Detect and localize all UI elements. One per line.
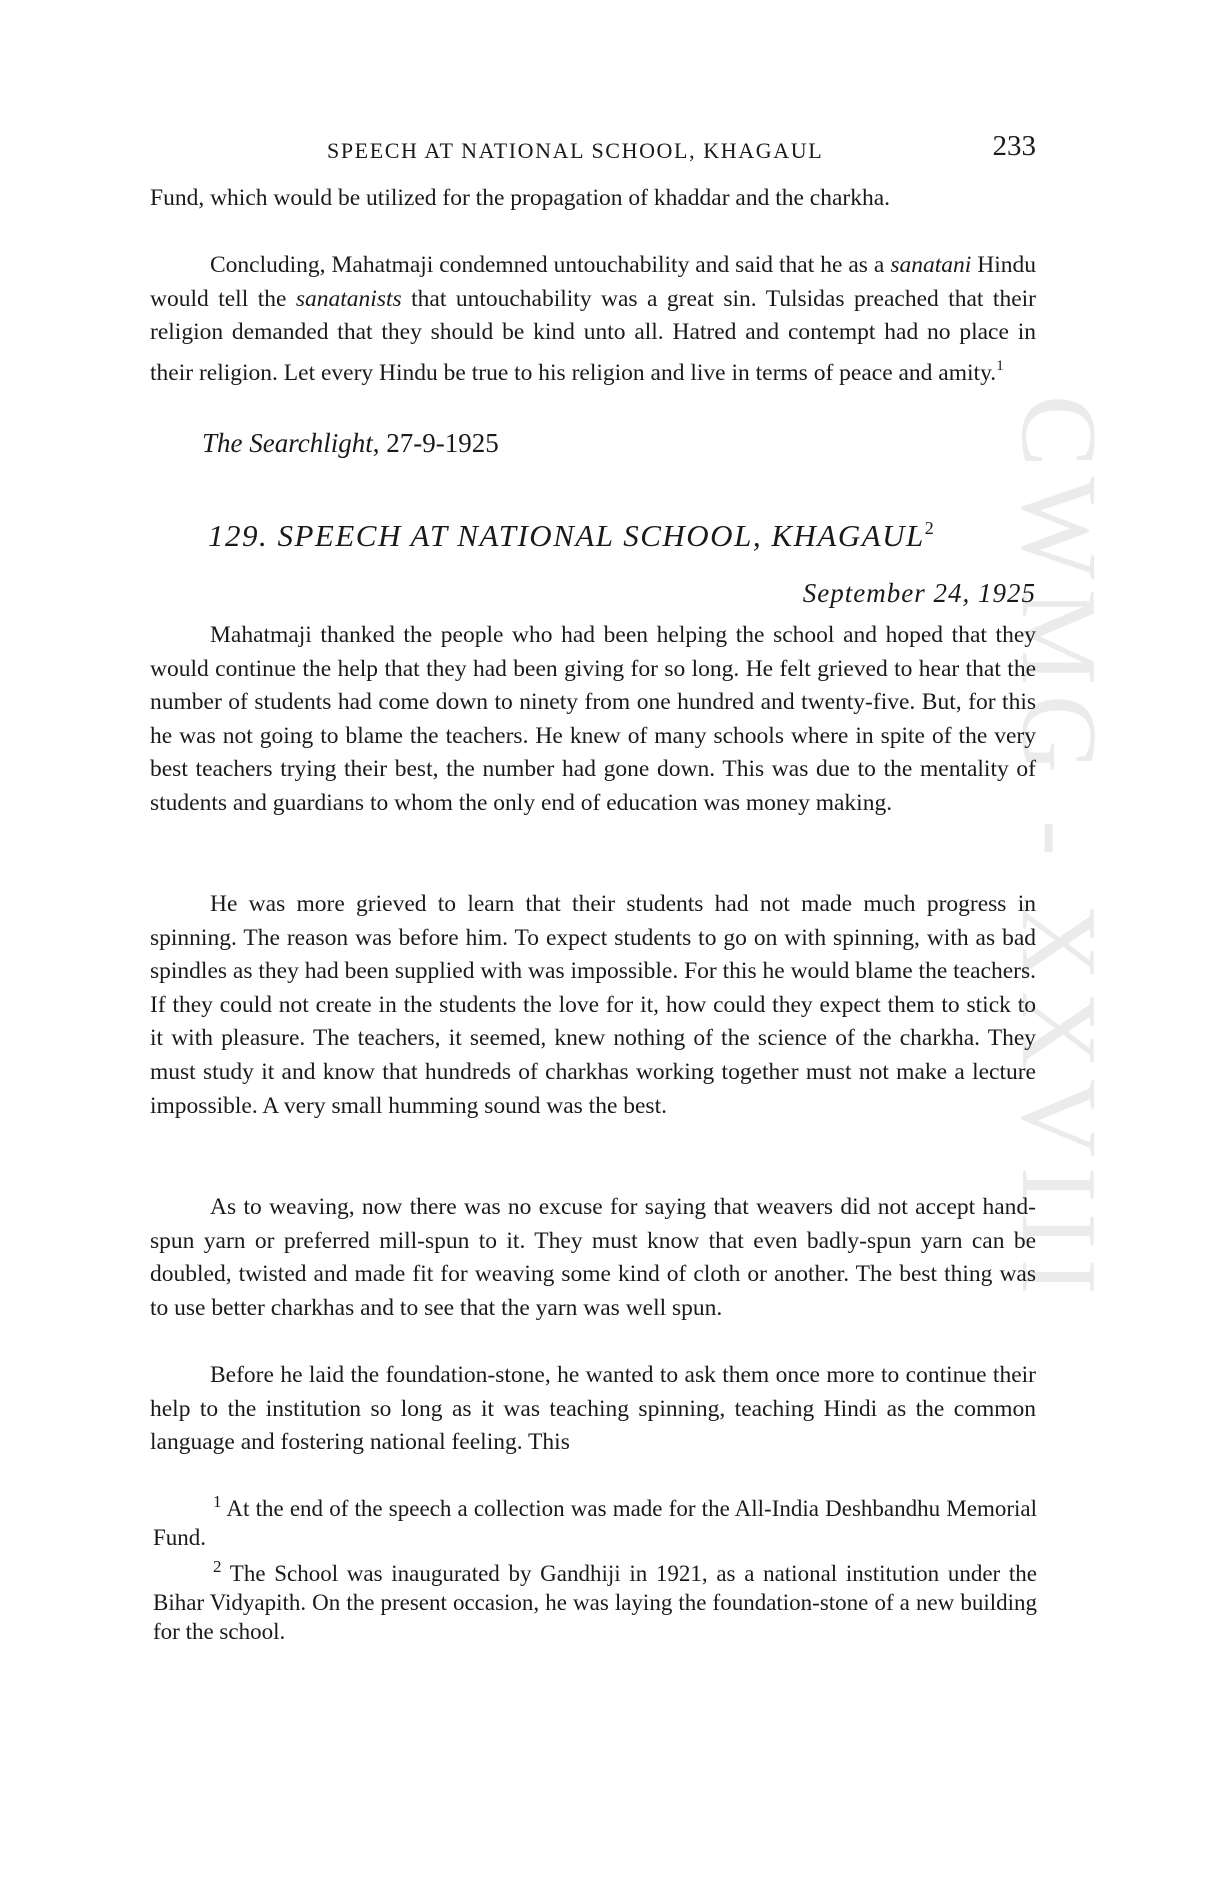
article-paragraph-4: Before he laid the foundation-stone, he wanted to ask them once more to continue their help to the institution so long as it was teaching spinning, teaching Hindi as the common language and fostering national feeling. This xyxy=(150,1362,1036,1456)
footnotes xyxy=(153,1487,1037,1646)
concluding-paragraph xyxy=(150,249,1036,390)
source-citation xyxy=(202,428,499,459)
article-date: September 24, 1925 xyxy=(802,578,1036,608)
footnote-1 xyxy=(153,1487,1037,1552)
footnote-1-text: At the end of the speech a collection was made for the All-India Deshbandhu Memorial Fund. xyxy=(153,1496,1037,1550)
footnote-ref-1: 1 xyxy=(996,357,1004,374)
watermark-text: CWMG - XXVIII xyxy=(999,395,1118,1305)
term-sanatani: sanatani xyxy=(890,252,972,278)
concluding-text-e: that untouchability was a great sin. Tulsidas preached that their religion demanded that they should be kind unto all. Hatred and contempt had no place in their religion. Let every Hindu be true to his religion and live in terms of peace and amity. xyxy=(150,285,1036,386)
running-title: SPEECH AT NATIONAL SCHOOL, KHAGAUL xyxy=(327,138,824,163)
continued-paragraph: Fund, which would be utilized for the propagation of khaddar and the charkha. xyxy=(150,185,891,211)
footnote-ref-2: 2 xyxy=(924,518,936,538)
running-head xyxy=(150,130,1036,166)
term-sanatanists: sanatanists xyxy=(295,285,402,312)
footnote-2-text: The School was inaugurated by Gandhiji in 1921, as a national institution under the Bihar Vidyapith. On the present occasion, he was laying the foundation-stone of a new building for the school. xyxy=(153,1561,1037,1644)
footnote-2 xyxy=(153,1552,1037,1646)
article-paragraph-1: Mahatmaji thanked the people who had been helping the school and hoped that they would continue the help that they had been giving for so long. He felt grieved to hear that the number of students had come down to ninety from one hundred and twenty-five. But, for this he was not going to blame the teachers. He knew of many schools where in spite of the very best teachers trying their best, the number had gone down. This was due to the mentality of students and guardians to whom the only end of education was money making. xyxy=(150,622,1036,816)
page-number: 233 xyxy=(992,130,1036,162)
article-heading xyxy=(208,518,935,554)
article-heading-text: 129. SPEECH AT NATIONAL SCHOOL, KHAGAUL xyxy=(208,518,925,553)
concluding-text-a: Concluding, Mahatmaji condemned untouchability and said that he as a xyxy=(210,252,891,278)
footnote-2-mark: 2 xyxy=(213,1557,222,1576)
article-paragraph-2: He was more grieved to learn that their students had not made much progress in spinning. The reason was before him. To expect students to go on with spinning, with as bad spindles as they had been supplied with was impossible. For this he would blame the teachers. If they could not create in the students the love for it, how could they expect them to stick to it with pleasure. The teachers, it seemed, knew nothing of the science of the charkha. They must study it and know that hundreds of charkhas working together must not make a lecture impossible. A very small humming sound was the best. xyxy=(150,891,1036,1119)
source-name: The Searchlight xyxy=(202,428,373,458)
source-date: , 27-9-1925 xyxy=(372,428,499,458)
article-paragraph-3: As to weaving, now there was no excuse for saying that weavers did not accept hand-spun yarn or preferred mill-spun to it. They must know that even badly-spun yarn can be doubled, twisted and made fit for weaving some kind of cloth or another. The best thing was to use better charkhas and to see that the yarn was well spun. xyxy=(150,1194,1036,1321)
concluding-text-c: Hindu would tell the xyxy=(150,252,1036,312)
footnote-1-mark: 1 xyxy=(213,1492,222,1511)
